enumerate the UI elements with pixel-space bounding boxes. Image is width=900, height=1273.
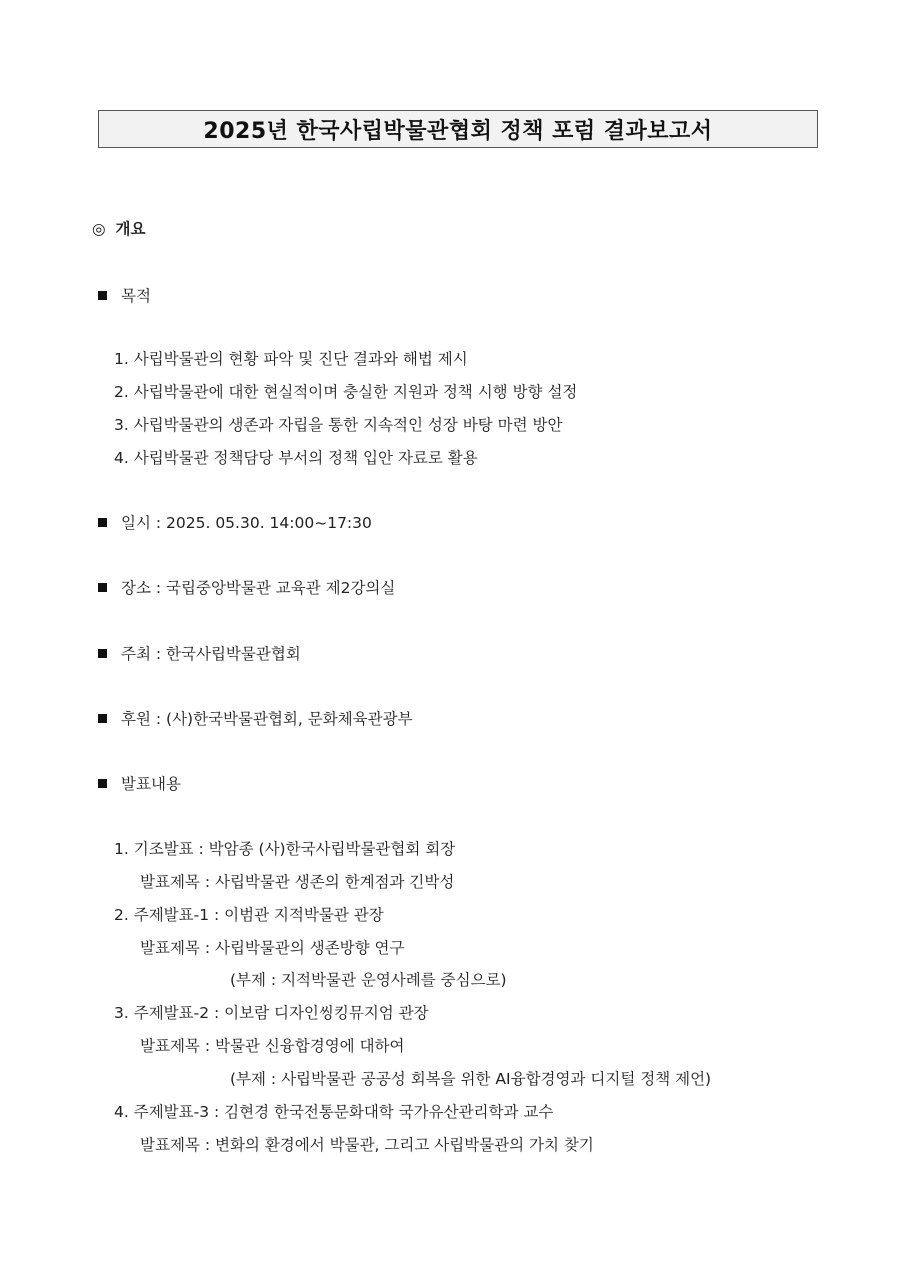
- purpose-item: 3. 사립박물관의 생존과 자립을 통한 지속적인 성장 바탕 마련 방안: [114, 416, 563, 434]
- sponsor-text: 후원 : (사)한국박물관협회, 문화체육관광부: [121, 710, 413, 728]
- purpose-item: 2. 사립박물관에 대한 현실적이며 충실한 지원과 정책 시행 방향 설정: [114, 383, 578, 401]
- double-circle-icon: ◎: [92, 220, 106, 238]
- purpose-item: 4. 사립박물관 정책담당 부서의 정책 입안 자료로 활용: [114, 449, 478, 467]
- presentation-line: 2. 주제발표-1 : 이범관 지적박물관 관장: [114, 906, 384, 924]
- square-bullet-icon: [98, 518, 107, 527]
- square-bullet-icon: [98, 291, 107, 300]
- presentation-subtitle-line: (부제 : 지적박물관 운영사례를 중심으로): [230, 971, 507, 989]
- presentation-title-line: 발표제목 : 사립박물관의 생존방향 연구: [140, 939, 405, 957]
- venue-row: [98, 577, 395, 599]
- host-text: 주최 : 한국사립박물관협회: [121, 645, 301, 663]
- presentation-line: 1. 기조발표 : 박암종 (사)한국사립박물관협회 회장: [114, 840, 456, 858]
- presentation-subtitle-line: (부제 : 사립박물관 공공성 회복을 위한 AI융합경영과 디지털 정책 제언): [230, 1070, 712, 1088]
- sponsor-row: [98, 708, 413, 730]
- square-bullet-icon: [98, 779, 107, 788]
- square-bullet-icon: [98, 714, 107, 723]
- section-heading-overview: [92, 218, 145, 240]
- presentation-title-line: 발표제목 : 박물관 신융합경영에 대하여: [140, 1037, 405, 1055]
- report-title-box: [98, 110, 818, 148]
- report-title: 2025년 한국사립박물관협회 정책 포럼 결과보고서: [203, 118, 713, 144]
- presentation-title-line: 발표제목 : 변화의 환경에서 박물관, 그리고 사립박물관의 가치 찾기: [140, 1136, 594, 1154]
- square-bullet-icon: [98, 649, 107, 658]
- purpose-item: 1. 사립박물관의 현황 파악 및 진단 결과와 해법 제시: [114, 350, 468, 368]
- section-heading-label: 개요: [115, 220, 146, 238]
- presentation-line: 3. 주제발표-2 : 이보람 디자인씽킹뮤지엄 관장: [114, 1004, 429, 1022]
- purpose-heading: [98, 285, 151, 307]
- presentation-title-line: 발표제목 : 사립박물관 생존의 한계점과 긴박성: [140, 873, 455, 891]
- datetime-row: [98, 512, 372, 534]
- datetime-text: 일시 : 2025. 05.30. 14:00~17:30: [121, 514, 372, 532]
- presentations-heading: [98, 773, 181, 795]
- host-row: [98, 643, 301, 665]
- venue-text: 장소 : 국립중앙박물관 교육관 제2강의실: [121, 579, 396, 597]
- square-bullet-icon: [98, 583, 107, 592]
- purpose-label: 목적: [121, 287, 151, 305]
- presentations-label: 발표내용: [121, 775, 181, 793]
- presentation-line: 4. 주제발표-3 : 김현경 한국전통문화대학 국가유산관리학과 교수: [114, 1103, 554, 1121]
